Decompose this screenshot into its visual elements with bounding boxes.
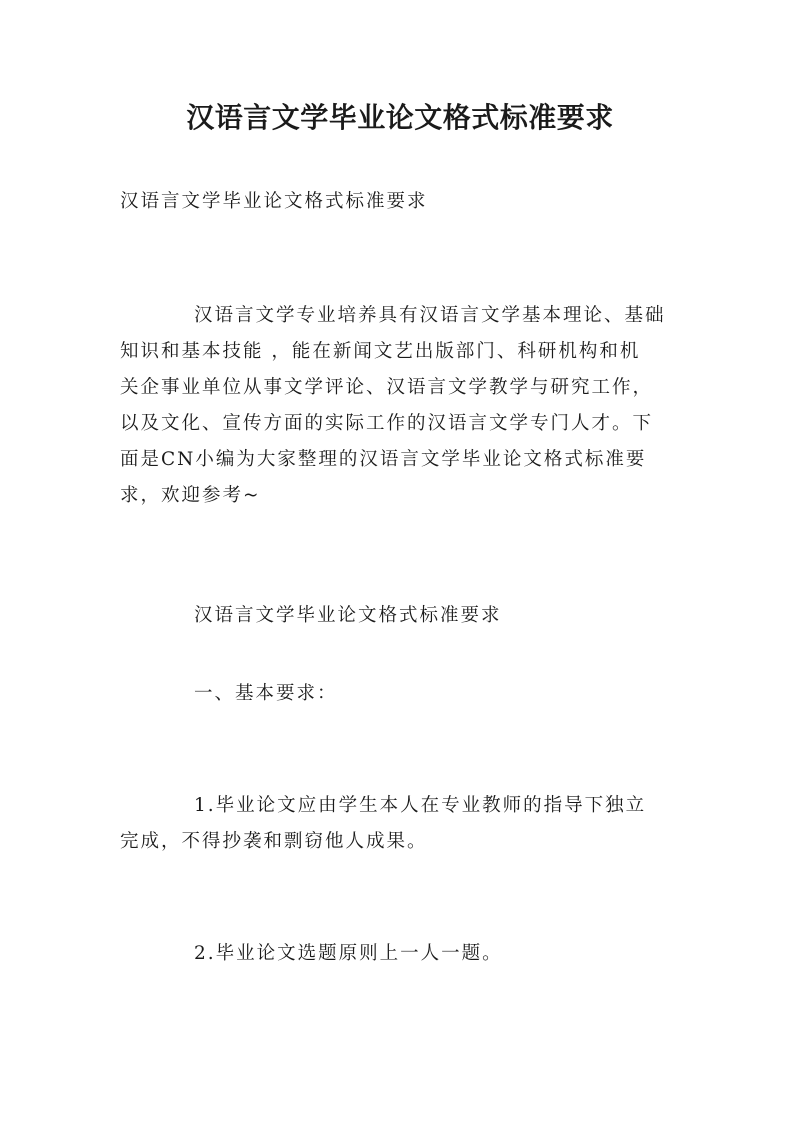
intro-line: 汉语言文学专业培养具有汉语言文学基本理论、基础 (194, 305, 666, 326)
requirement-item-2: 2.毕业论文选题原则上一人一题。 (194, 943, 503, 964)
section-title: 汉语言文学毕业论文格式标准要求 (194, 605, 502, 626)
requirement-line: 1.毕业论文应由学生本人在专业教师的指导下独立 (194, 795, 647, 816)
requirement-line: 完成，不得抄袭和剽窃他人成果。 (120, 831, 428, 852)
intro-line: 以及文化、宣传方面的实际工作的汉语言文学专门人才。下 (120, 413, 654, 434)
requirement-item-1 (120, 788, 646, 860)
intro-paragraph (120, 298, 666, 514)
intro-line: 知识和基本技能 ，能在新闻文艺出版部门、科研机构和机 (120, 341, 641, 362)
part-heading: 一、基本要求： (194, 683, 338, 704)
intro-line: 关企事业单位从事文学评论、汉语言文学教学与研究工作， (120, 377, 654, 398)
intro-line: 面是CN小编为大家整理的汉语言文学毕业论文格式标准要 (120, 449, 647, 470)
intro-line: 求，欢迎参考~ (120, 485, 261, 506)
document-subtitle: 汉语言文学毕业论文格式标准要求 (120, 191, 428, 212)
document-title: 汉语言文学毕业论文格式标准要求 (186, 101, 614, 134)
